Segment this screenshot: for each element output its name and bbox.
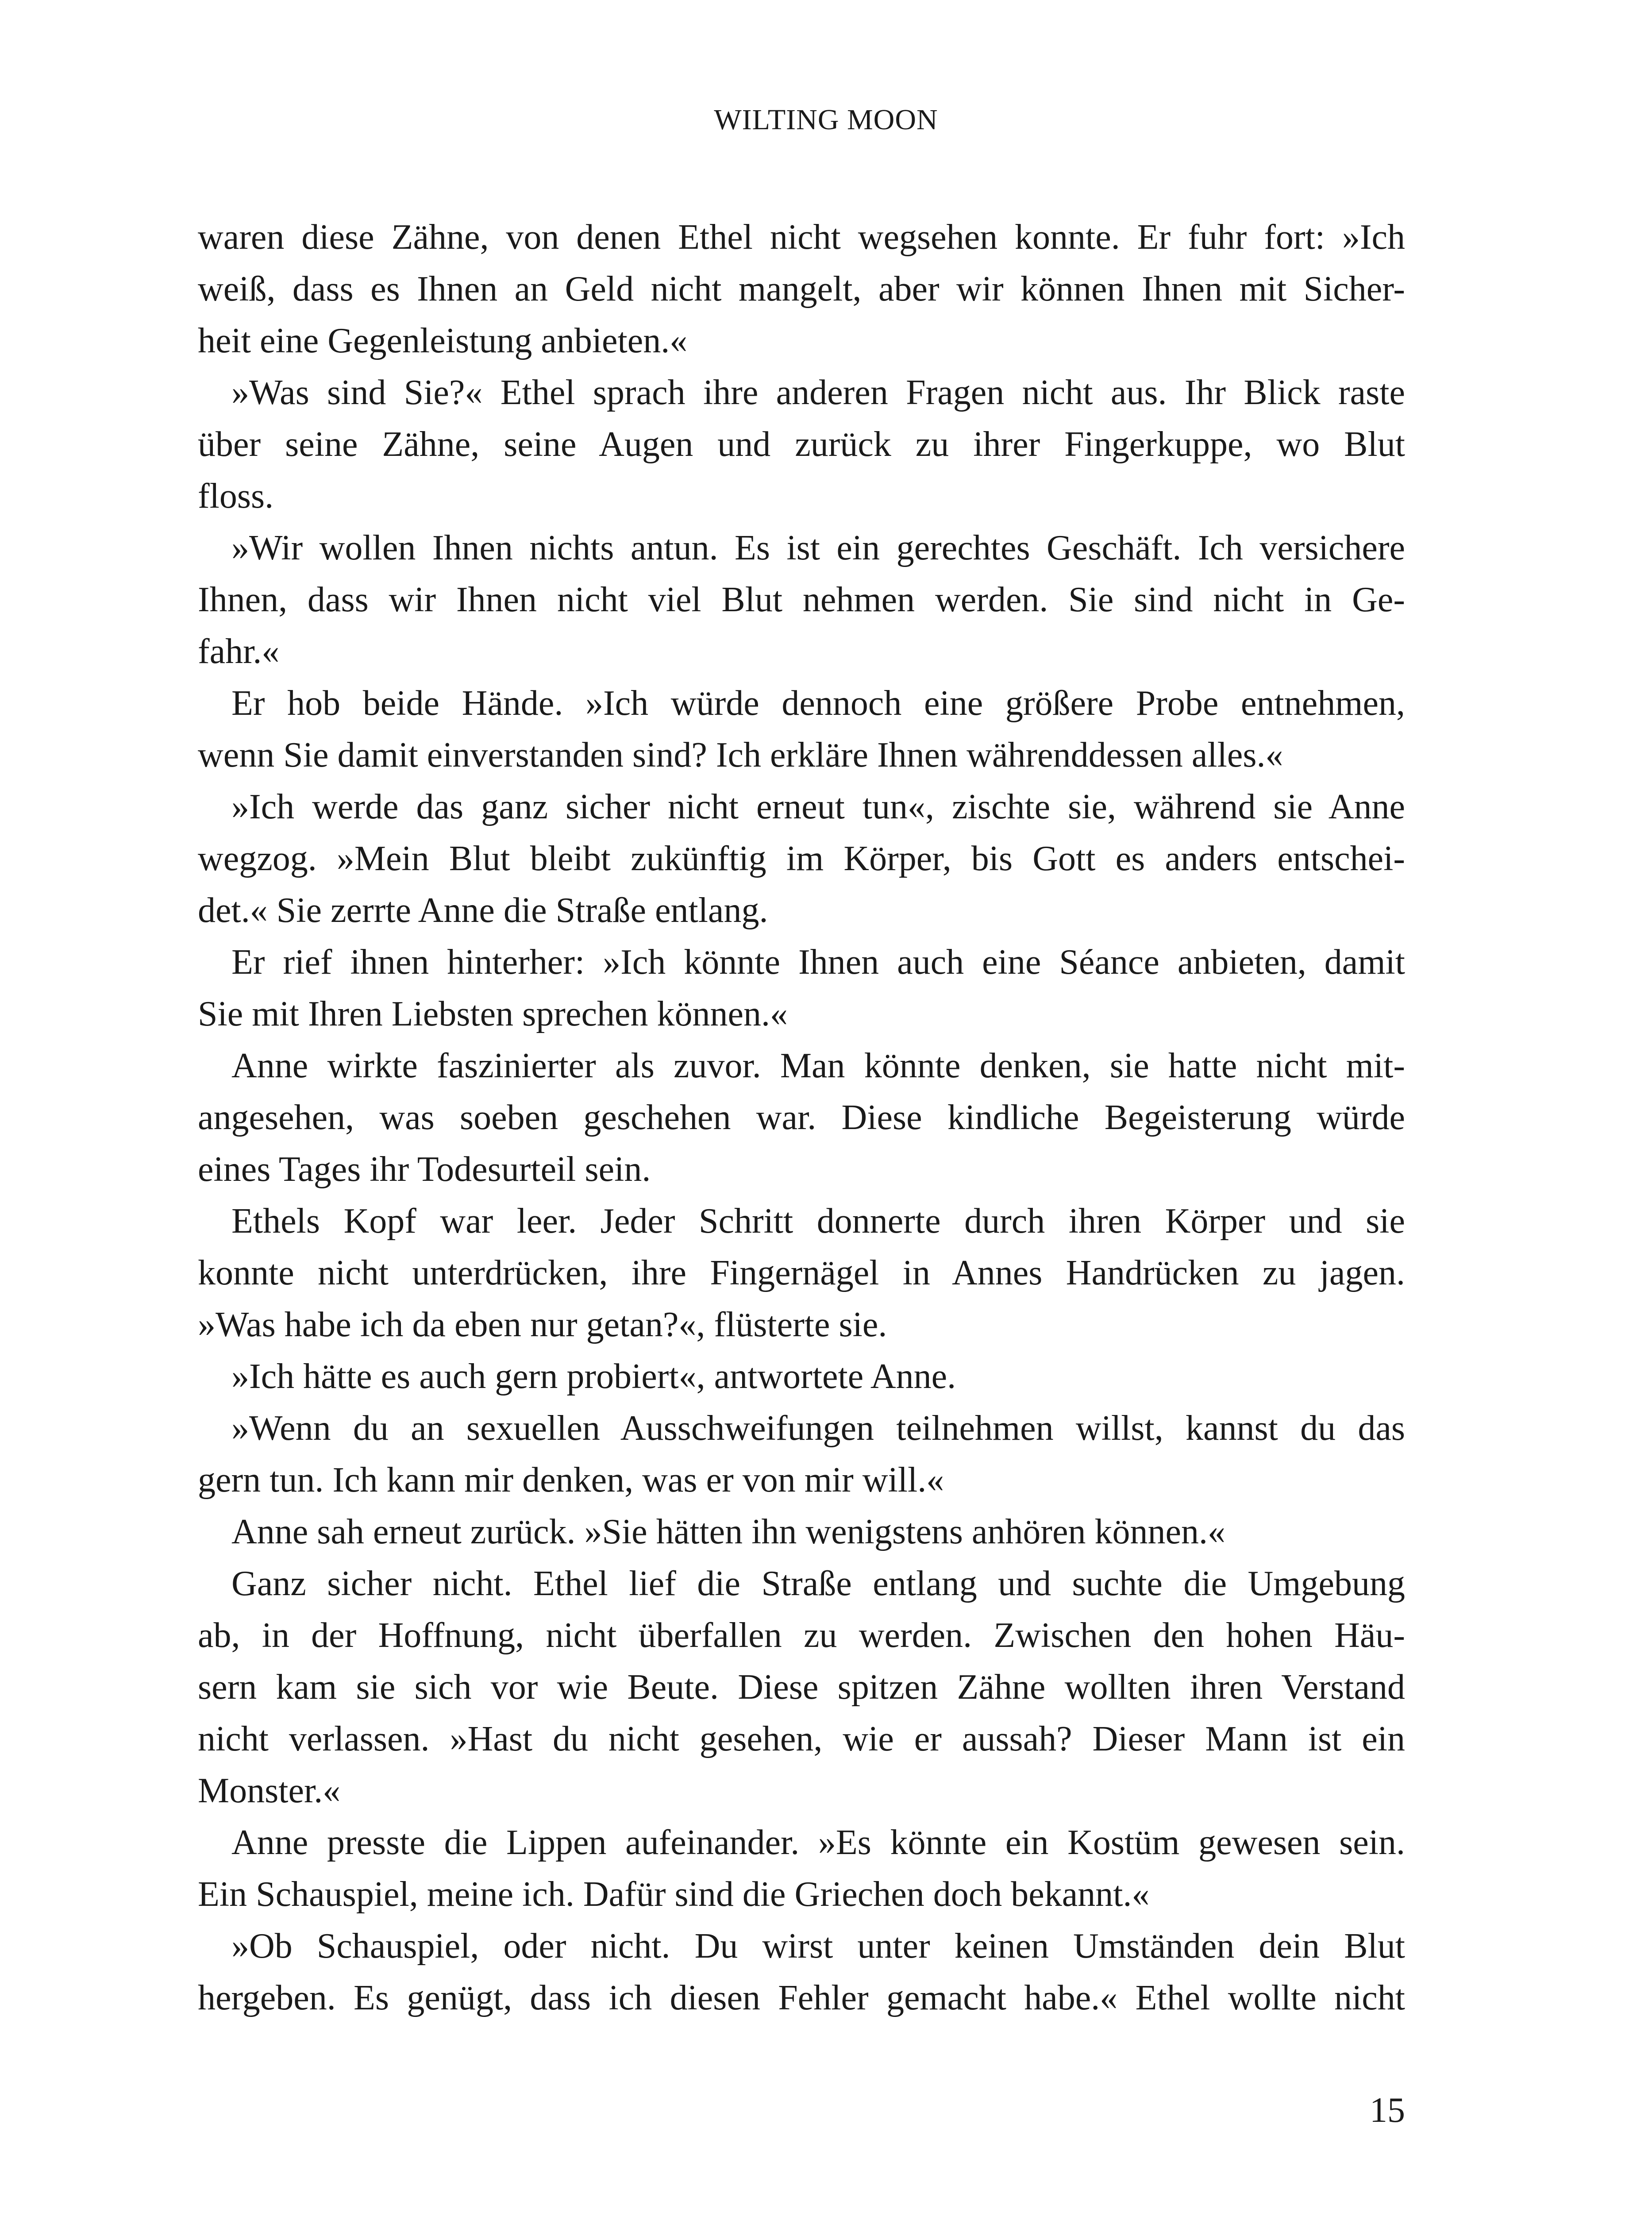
text-line: weiß, dass es Ihnen an Geld nicht mangelt, aber wir können Ihnen mit Sicher- (198, 270, 1405, 308)
text-line: »Ob Schauspiel, oder nicht. Du wirst unter keinen Umständen dein Blut (231, 1927, 1405, 1966)
text-line: ab, in der Hoffnung, nicht überfallen zu werden. Zwischen den hohen Häu- (198, 1616, 1405, 1655)
text-line: »Was sind Sie?« Ethel sprach ihre anderen Fragen nicht aus. Ihr Blick raste (231, 373, 1405, 412)
page-number: 15 (1370, 2091, 1405, 2130)
text-line: »Ich werde das ganz sicher nicht erneut tun«, zischte sie, während sie Anne (231, 787, 1405, 826)
text-line: über seine Zähne, seine Augen und zurück zu ihrer Fingerkuppe, wo Blut (198, 425, 1405, 464)
text-line: Ganz sicher nicht. Ethel lief die Straße entlang und suchte die Umgebung (231, 1564, 1405, 1603)
text-line: Sie mit Ihren Liebsten sprechen können.« (198, 995, 788, 1033)
text-line: Anne presste die Lippen aufeinander. »Es könnte ein Kostüm gewesen sein. (231, 1823, 1405, 1862)
text-line: floss. (198, 477, 274, 516)
running-header: WILTING MOON (714, 104, 938, 136)
text-line: Er rief ihnen hinterher: »Ich könnte Ihnen auch eine Séance anbieten, damit (231, 943, 1405, 982)
text-line: Ihnen, dass wir Ihnen nicht viel Blut nehmen werden. Sie sind nicht in Ge- (198, 580, 1405, 619)
text-line: »Ich hätte es auch gern probiert«, antwortete Anne. (231, 1357, 956, 1396)
text-line: nicht verlassen. »Hast du nicht gesehen, wie er aussah? Dieser Mann ist ein (198, 1720, 1405, 1758)
text-line: Anne sah erneut zurück. »Sie hätten ihn wenigstens anhören können.« (231, 1512, 1226, 1551)
text-line: fahr.« (198, 632, 280, 671)
text-line: gern tun. Ich kann mir denken, was er von mir will.« (198, 1461, 944, 1500)
text-line: heit eine Gegenleistung anbieten.« (198, 321, 688, 360)
body-text (198, 212, 1405, 2024)
text-line: Monster.« (198, 1771, 341, 1810)
text-line: det.« Sie zerrte Anne die Straße entlang. (198, 891, 768, 930)
text-line: sern kam sie sich vor wie Beute. Diese spitzen Zähne wollten ihren Verstand (198, 1668, 1405, 1707)
text-line: Anne wirkte faszinierter als zuvor. Man könnte denken, sie hatte nicht mit- (231, 1046, 1405, 1085)
text-line: konnte nicht unterdrücken, ihre Fingernägel in Annes Handrücken zu jagen. (198, 1253, 1405, 1292)
text-line: eines Tages ihr Todesurteil sein. (198, 1150, 651, 1189)
text-line: »Wir wollen Ihnen nichts antun. Es ist ein gerechtes Geschäft. Ich versichere (231, 528, 1405, 567)
text-line: wegzog. »Mein Blut bleibt zukünftig im Körper, bis Gott es anders entschei- (198, 839, 1405, 878)
text-line: hergeben. Es genügt, dass ich diesen Fehler gemacht habe.« Ethel wollte nicht (198, 1978, 1405, 2017)
text-line: »Was habe ich da eben nur getan?«, flüsterte sie. (198, 1305, 887, 1344)
text-line: »Wenn du an sexuellen Ausschweifungen teilnehmen willst, kannst du das (231, 1409, 1405, 1448)
text-line: angesehen, was soeben geschehen war. Diese kindliche Begeisterung würde (198, 1098, 1405, 1137)
text-line: wenn Sie damit einverstanden sind? Ich erkläre Ihnen währenddessen alles.« (198, 736, 1283, 775)
text-line: waren diese Zähne, von denen Ethel nicht wegsehen konnte. Er fuhr fort: »Ich (198, 218, 1405, 257)
text-line: Ethels Kopf war leer. Jeder Schritt donnerte durch ihren Körper und sie (231, 1202, 1405, 1241)
text-line: Ein Schauspiel, meine ich. Dafür sind die Griechen doch bekannt.« (198, 1875, 1150, 1914)
text-line: Er hob beide Hände. »Ich würde dennoch eine größere Probe entnehmen, (231, 684, 1405, 723)
